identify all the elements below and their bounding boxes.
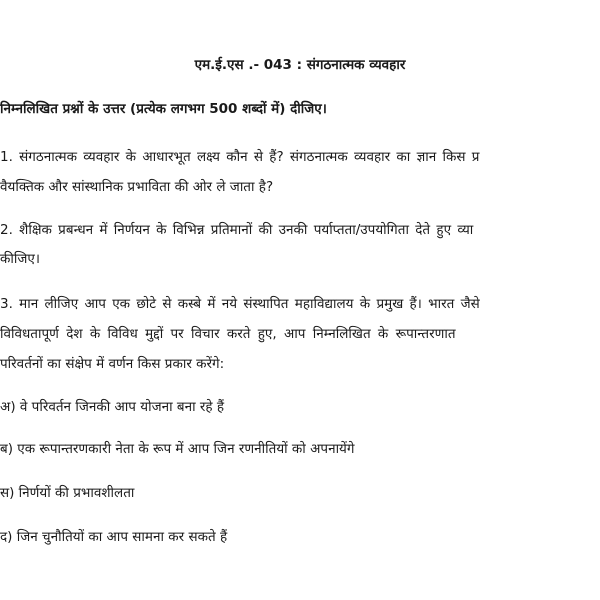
question-text-line: वैयक्तिक और सांस्थानिक प्रभाविता की ओर ले जाता है? (0, 179, 274, 195)
page-title: एम.ई.एस .- 043 : संगठनात्मक व्यवहार (194, 57, 406, 73)
question-text-line: 2. शैक्षिक प्रबन्धन में निर्णयन के विभिन्न प्रतिमानों की उनकी पर्याप्तता/उपयोगिता देते हुए व्या (0, 222, 474, 238)
question-text-line: 1. संगठनात्मक व्यवहार के आधारभूत लक्ष्य कौन से हैं? संगठनात्मक व्यवहार का ज्ञान किस प्र (0, 149, 480, 165)
question-text-line: परिवर्तनों का संक्षेप में वर्णन किस प्रकार करेंगे: (0, 356, 225, 372)
subpart-c: स) निर्णयों की प्रभावशीलता (0, 485, 135, 501)
instruction-text: निम्नलिखित प्रश्नों के उत्तर (प्रत्येक लगभग 500 शब्दों में) दीजिए। (0, 101, 327, 117)
subpart-d: द) जिन चुनौतियों का आप सामना कर सकते हैं (0, 529, 228, 545)
question-text-line: विविधतापूर्ण देश के विविध मुद्दों पर विचार करते हुए, आप निम्नलिखित के रूपान्तरणात (0, 326, 456, 342)
question-text-line: 3. मान लीजिए आप एक छोटे से कस्बे में नये संस्थापित महाविद्यालय के प्रमुख हैं। भारत जैसे (0, 296, 480, 312)
question-text-line: कीजिए। (0, 251, 40, 267)
subpart-a: अ) वे परिवर्तन जिनकी आप योजना बना रहे हैं (0, 399, 225, 415)
subpart-b: ब) एक रूपान्तरणकारी नेता के रूप में आप जिन रणनीतियों को अपनायेंगे (0, 441, 355, 457)
